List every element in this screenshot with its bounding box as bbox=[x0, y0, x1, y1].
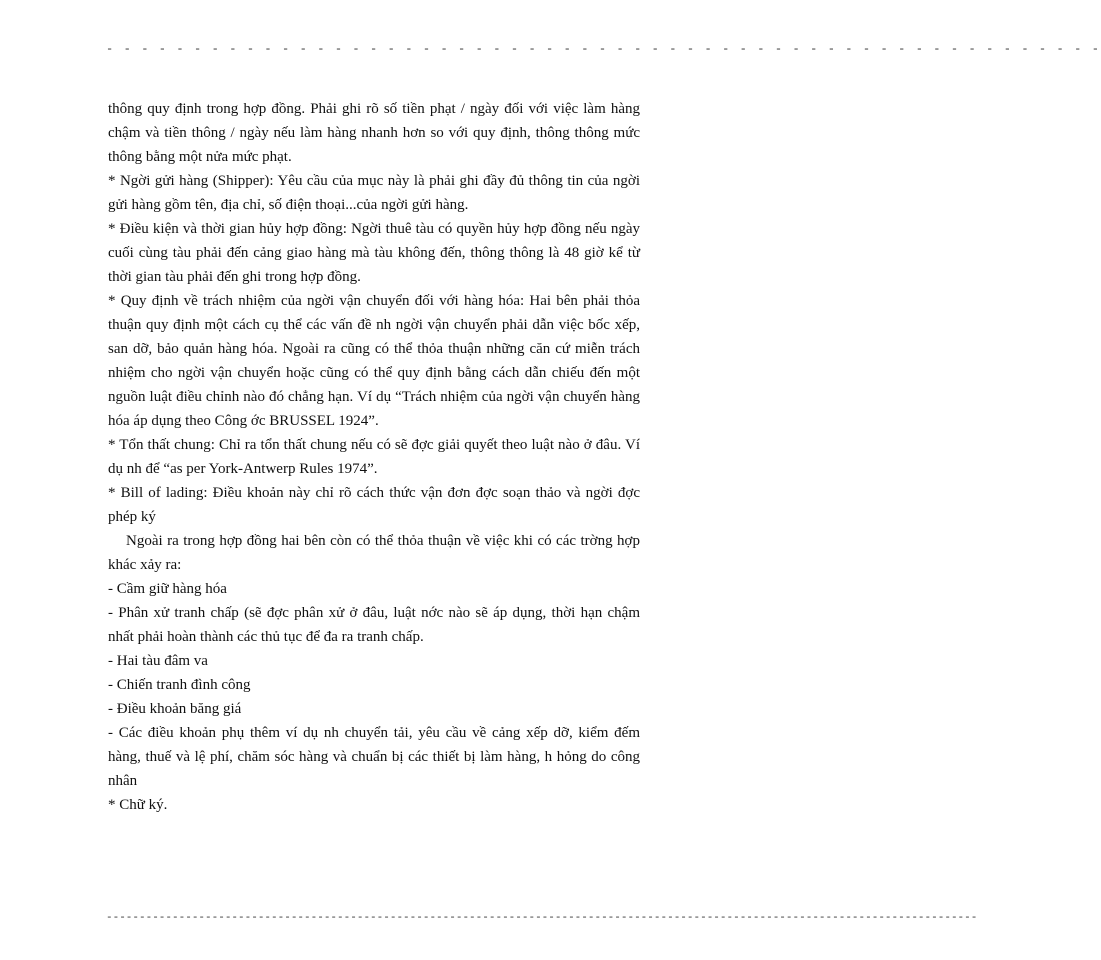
paragraph-carrier-liability: * Quy định về trách nhiệm của ngời vận chuyển đối với hàng hóa: Hai bên phải thỏa thuận quy định một cách cụ thể các vấn đề nh ngời vận chuyển phải dẫn việc bốc xếp, san dỡ, bảo quản hàng hóa. Ngoài ra cũng có thể thỏa thuận những căn cứ miễn trách nhiệm cho ngời vận chuyển hoặc cũng có thể quy định bằng cách dẫn chiếu đến một nguồn luật điều chỉnh nào đó chẳng hạn. Ví dụ “Trách nhiệm của ngời vận chuyển hàng hóa áp dụng theo Công ớc BRUSSEL 1924”. bbox=[108, 293, 640, 429]
paragraph-1: thông quy định trong hợp đồng. Phải ghi rõ số tiền phạt / ngày đối với việc làm hàng chậm và tiền thông / ngày nếu làm hàng nhanh hơn so với quy định, thông thông mức thông bằng một nửa mức phạt. bbox=[108, 101, 640, 165]
paragraph-signature: * Chữ ký. bbox=[108, 797, 168, 813]
list-item-lien: - Cầm giữ hàng hóa bbox=[108, 581, 227, 597]
list-item-war-strike: - Chiến tranh đình công bbox=[108, 677, 251, 693]
list-item-arbitration: - Phân xử tranh chấp (sẽ đợc phân xử ở đâu, luật nớc nào sẽ áp dụng, thời hạn chậm nhất phải hoàn thành các thủ tục để đa ra tranh chấp. bbox=[108, 605, 640, 645]
paragraph-bill-of-lading: * Bill of lading: Điều khoản này chỉ rõ cách thức vận đơn đợc soạn thảo và ngời đợc phép ký bbox=[108, 485, 640, 525]
header-dashed-rule: - - - - - - - - - - - - - - - - - - - - - - - - - - - - - - - - - - - - - - - - - - - - - - - - - - - - - - - - - bbox=[106, 42, 1101, 56]
list-item-ice-clause: - Điều khoản băng giá bbox=[108, 701, 242, 717]
paragraph-cancellation: * Điều kiện và thời gian hủy hợp đồng: Ngời thuê tàu có quyền hủy hợp đồng nếu ngày cuối cùng tàu phải đến cảng giao hàng mà tàu không đến, thông thông là 48 giờ kể từ thời gian tàu phải đến ghi trong hợp đồng. bbox=[108, 221, 640, 285]
list-item-collision: - Hai tàu đâm va bbox=[108, 653, 208, 669]
paragraph-other-cases: Ngoài ra trong hợp đồng hai bên còn có thể thỏa thuận về việc khi có các trờng hợp khác xảy ra: bbox=[108, 533, 640, 573]
footer-dashed-rule: ------------------------------------------------------------------------------------------------------------------------------------ bbox=[106, 912, 978, 924]
paragraph-shipper: * Ngời gửi hàng (Shipper): Yêu cầu của mục này là phải ghi đầy đủ thông tin của ngời gửi hàng gồm tên, địa chỉ, số điện thoại...của ngời gửi hàng. bbox=[108, 173, 640, 213]
list-item-additional-clauses: - Các điều khoản phụ thêm ví dụ nh chuyển tải, yêu cầu về cảng xếp dỡ, kiểm đếm hàng, thuế và lệ phí, chăm sóc hàng và chuẩn bị các thiết bị làm hàng, h hỏng do công nhân bbox=[108, 725, 640, 789]
paragraph-general-average: * Tổn thất chung: Chỉ ra tổn thất chung nếu có sẽ đợc giải quyết theo luật nào ở đâu. Ví dụ nh để “as per York-Antwerp Rules 1974”. bbox=[108, 437, 640, 477]
document-body bbox=[108, 97, 640, 817]
